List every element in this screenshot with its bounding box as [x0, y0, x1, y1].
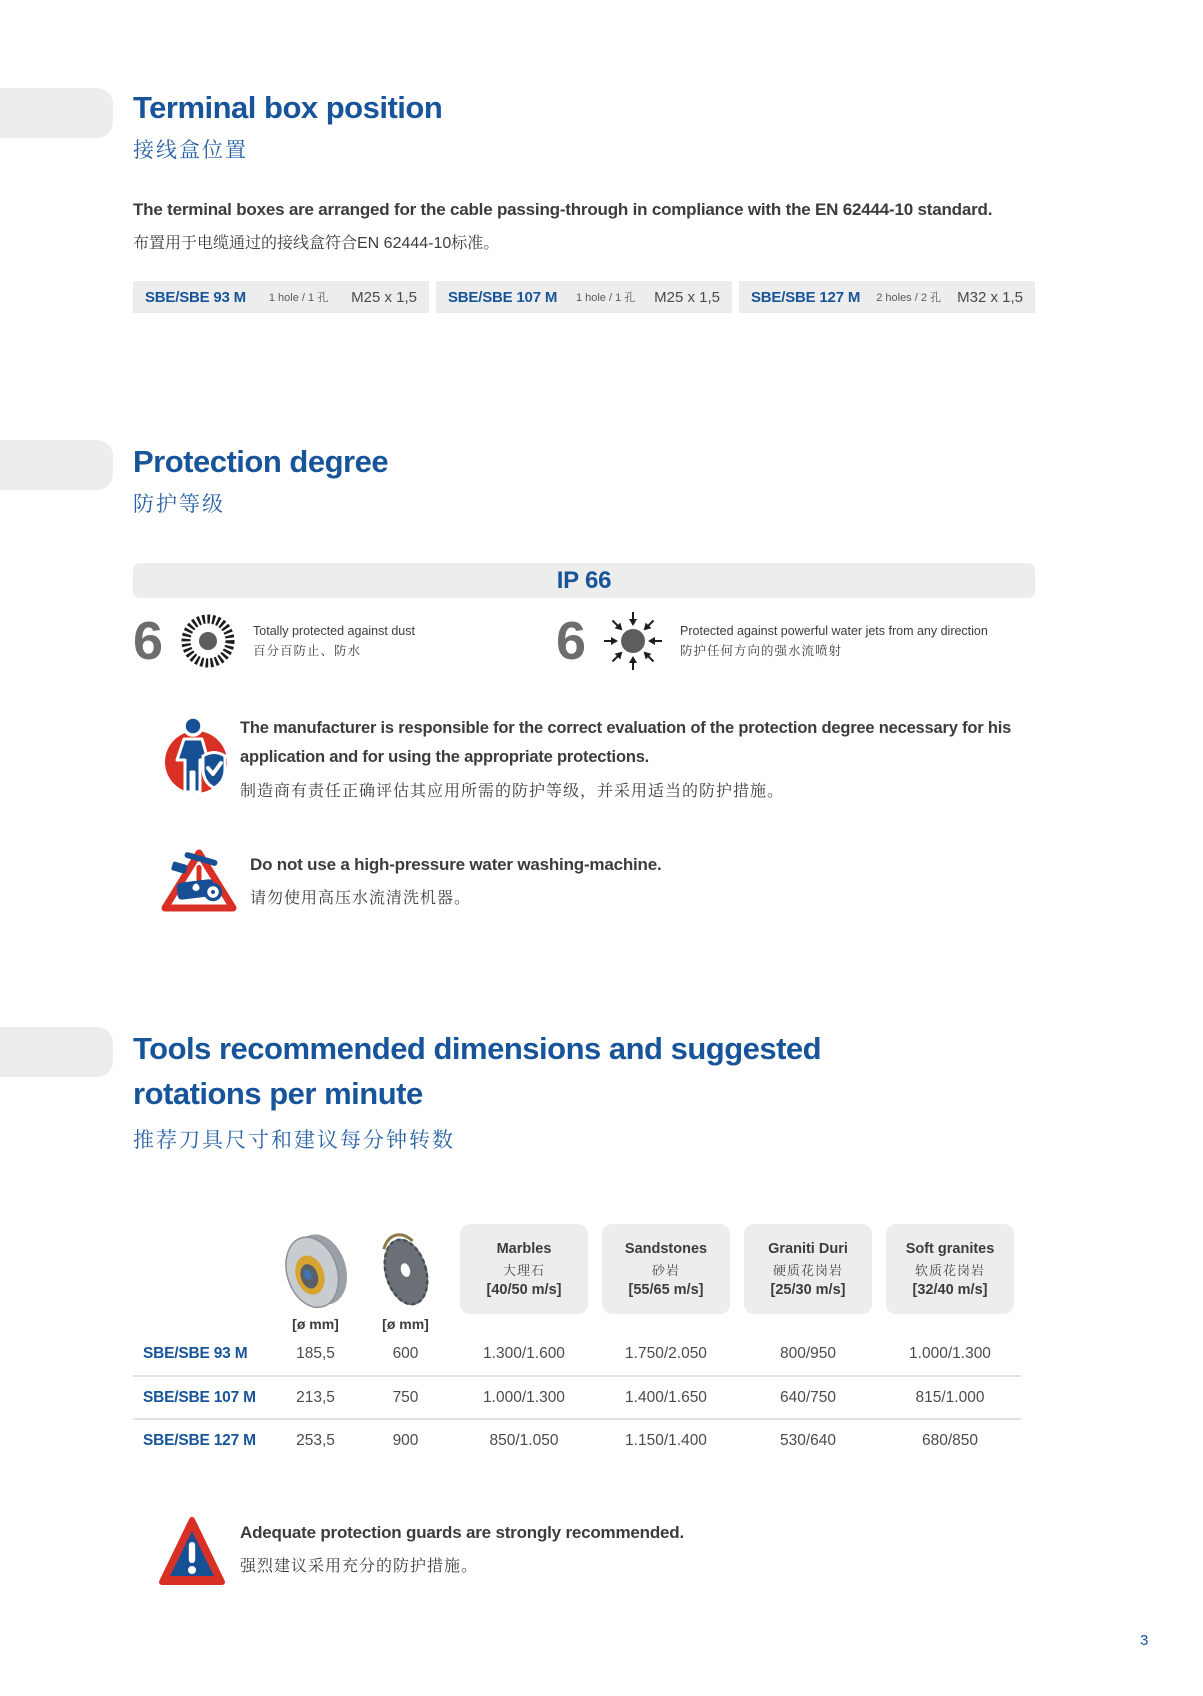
row-model: SBE/SBE 93 M [143, 1344, 248, 1362]
ip-first-digit [133, 608, 415, 674]
row-blade-diameter: 600 [392, 1344, 419, 1362]
no-pressure-washer-icon [160, 848, 238, 914]
note-text-zh: 制造商有责任正确评估其应用所需的防护等级，并采用适当的防护措施。 [240, 783, 785, 800]
thread-label: M32 x 1,5 [957, 288, 1023, 306]
guards-warning [240, 1518, 1040, 1576]
material-speed: [25/30 m/s] [770, 1281, 846, 1298]
row-wheel-diameter: 185,5 [296, 1344, 335, 1362]
section-edge-tab [0, 1027, 113, 1077]
water-jets-icon [602, 610, 664, 672]
dust-protection-icon [179, 612, 237, 670]
holes-label: 1 hole / 1 孔 [575, 292, 636, 304]
row-marbles-rpm: 1.300/1.600 [483, 1344, 565, 1362]
washer-note [250, 850, 1050, 908]
row-marbles-rpm: 850/1.050 [489, 1431, 559, 1449]
warning-triangle-icon [158, 1514, 226, 1588]
tools-title-zh: 推荐刀具尺寸和建议每分钟转数 [133, 1129, 455, 1152]
ip-second-digit [556, 608, 988, 674]
table-row [133, 1418, 1021, 1461]
rating-desc-en: Protected against powerful water jets from any direction [680, 623, 988, 638]
wheel-diameter-label: [ø mm] [292, 1316, 339, 1332]
manufacturer-note [240, 714, 1040, 801]
terminal-box-body-zh: 布置用于电缆通过的接线盒符合EN 62444-10标准。 [133, 235, 500, 252]
manufacturer-responsibility-icon [163, 714, 229, 798]
terminal-box-title: Terminal box position [133, 90, 443, 125]
row-sandstones-rpm: 1.150/1.400 [625, 1431, 707, 1449]
material-speed: [40/50 m/s] [486, 1281, 562, 1298]
thread-label: M25 x 1,5 [351, 288, 417, 306]
row-wheel-diameter: 253,5 [296, 1431, 335, 1449]
terminal-box-title-zh: 接线盒位置 [133, 139, 248, 162]
rating-digit: 6 [133, 611, 164, 671]
row-hard-granites-rpm: 800/950 [779, 1344, 837, 1362]
material-name-en: Sandstones [624, 1240, 708, 1257]
row-sandstones-rpm: 1.750/2.050 [625, 1344, 707, 1362]
model-label: SBE/SBE 127 M [751, 288, 861, 306]
ip-rating-banner [133, 563, 1035, 598]
holes-label: 1 hole / 1 孔 [268, 292, 329, 304]
ip-rating-label: IP 66 [556, 566, 612, 594]
material-name-zh: 硬质花岗岩 [772, 1262, 843, 1278]
section-edge-tab [0, 88, 113, 138]
row-wheel-diameter: 213,5 [296, 1388, 335, 1406]
tools-table [133, 1218, 1021, 1461]
row-hard-granites-rpm: 530/640 [779, 1431, 837, 1449]
row-model: SBE/SBE 107 M [143, 1388, 256, 1406]
material-header-sandstones [602, 1224, 730, 1314]
note-text-en: Do not use a high-pressure water washing-machine. [250, 855, 662, 874]
rating-desc-en: Totally protected against dust [253, 623, 415, 638]
material-name-zh: 大理石 [502, 1262, 545, 1278]
model-label: SBE/SBE 107 M [448, 288, 558, 306]
material-name-en: Soft granites [905, 1240, 995, 1257]
page-number: 3 [1140, 1632, 1149, 1649]
terminal-box-spec-strip [133, 281, 1035, 313]
rating-desc-zh: 防护任何方向的强水流喷射 [680, 643, 843, 658]
row-model: SBE/SBE 127 M [143, 1431, 256, 1449]
material-name-zh: 软质花岗岩 [914, 1262, 985, 1278]
material-name-zh: 砂岩 [651, 1262, 680, 1278]
blade-diameter-label: [ø mm] [382, 1316, 429, 1332]
row-soft-granites-rpm: 680/850 [921, 1431, 979, 1449]
note-text-en: The manufacturer is responsible for the correct evaluation of the protection degree necessary for his application and for using the appropriate protections. [240, 719, 1012, 766]
note-text-zh: 请勿使用高压水流清洗机器。 [250, 890, 472, 907]
material-header-soft-granites [886, 1224, 1014, 1314]
row-blade-diameter: 750 [392, 1388, 419, 1406]
tools-title: Tools recommended dimensions and suggested rotations per minute [133, 1031, 822, 1111]
row-soft-granites-rpm: 815/1.000 [915, 1388, 985, 1406]
warning-text-en: Adequate protection guards are strongly recommended. [240, 1523, 684, 1542]
saw-blade-image [369, 1230, 443, 1314]
holes-label: 2 holes / 2 孔 [876, 292, 942, 304]
rating-desc-zh: 百分百防止、防水 [253, 643, 362, 658]
terminal-box-spec [739, 281, 1035, 313]
row-sandstones-rpm: 1.400/1.650 [625, 1388, 707, 1406]
row-hard-granites-rpm: 640/750 [779, 1388, 837, 1406]
row-soft-granites-rpm: 1.000/1.300 [909, 1344, 991, 1362]
terminal-box-spec [133, 281, 429, 313]
row-marbles-rpm: 1.000/1.300 [483, 1388, 565, 1406]
material-name-en: Graniti Duri [768, 1240, 848, 1257]
table-row [133, 1332, 1021, 1375]
material-header-marbles [460, 1224, 588, 1314]
protection-title-zh: 防护等级 [133, 493, 225, 516]
row-blade-diameter: 900 [392, 1431, 419, 1449]
table-row [133, 1375, 1021, 1418]
rating-digit: 6 [556, 611, 587, 671]
model-label: SBE/SBE 93 M [145, 288, 246, 306]
material-speed: [32/40 m/s] [912, 1281, 988, 1298]
thread-label: M25 x 1,5 [654, 288, 720, 306]
terminal-box-body-en: The terminal boxes are arranged for the cable passing-through in compliance with the EN 62444-10 standard. [133, 200, 993, 219]
material-name-en: Marbles [496, 1240, 552, 1257]
protection-title: Protection degree [133, 444, 389, 479]
material-header-hard-granites [744, 1224, 872, 1314]
grinding-wheel-image [275, 1228, 357, 1314]
material-speed: [55/65 m/s] [628, 1281, 704, 1298]
terminal-box-spec [436, 281, 732, 313]
section-edge-tab [0, 440, 113, 490]
tools-table-header [133, 1218, 1021, 1332]
warning-text-zh: 强烈建议采用充分的防护措施。 [240, 1558, 479, 1575]
